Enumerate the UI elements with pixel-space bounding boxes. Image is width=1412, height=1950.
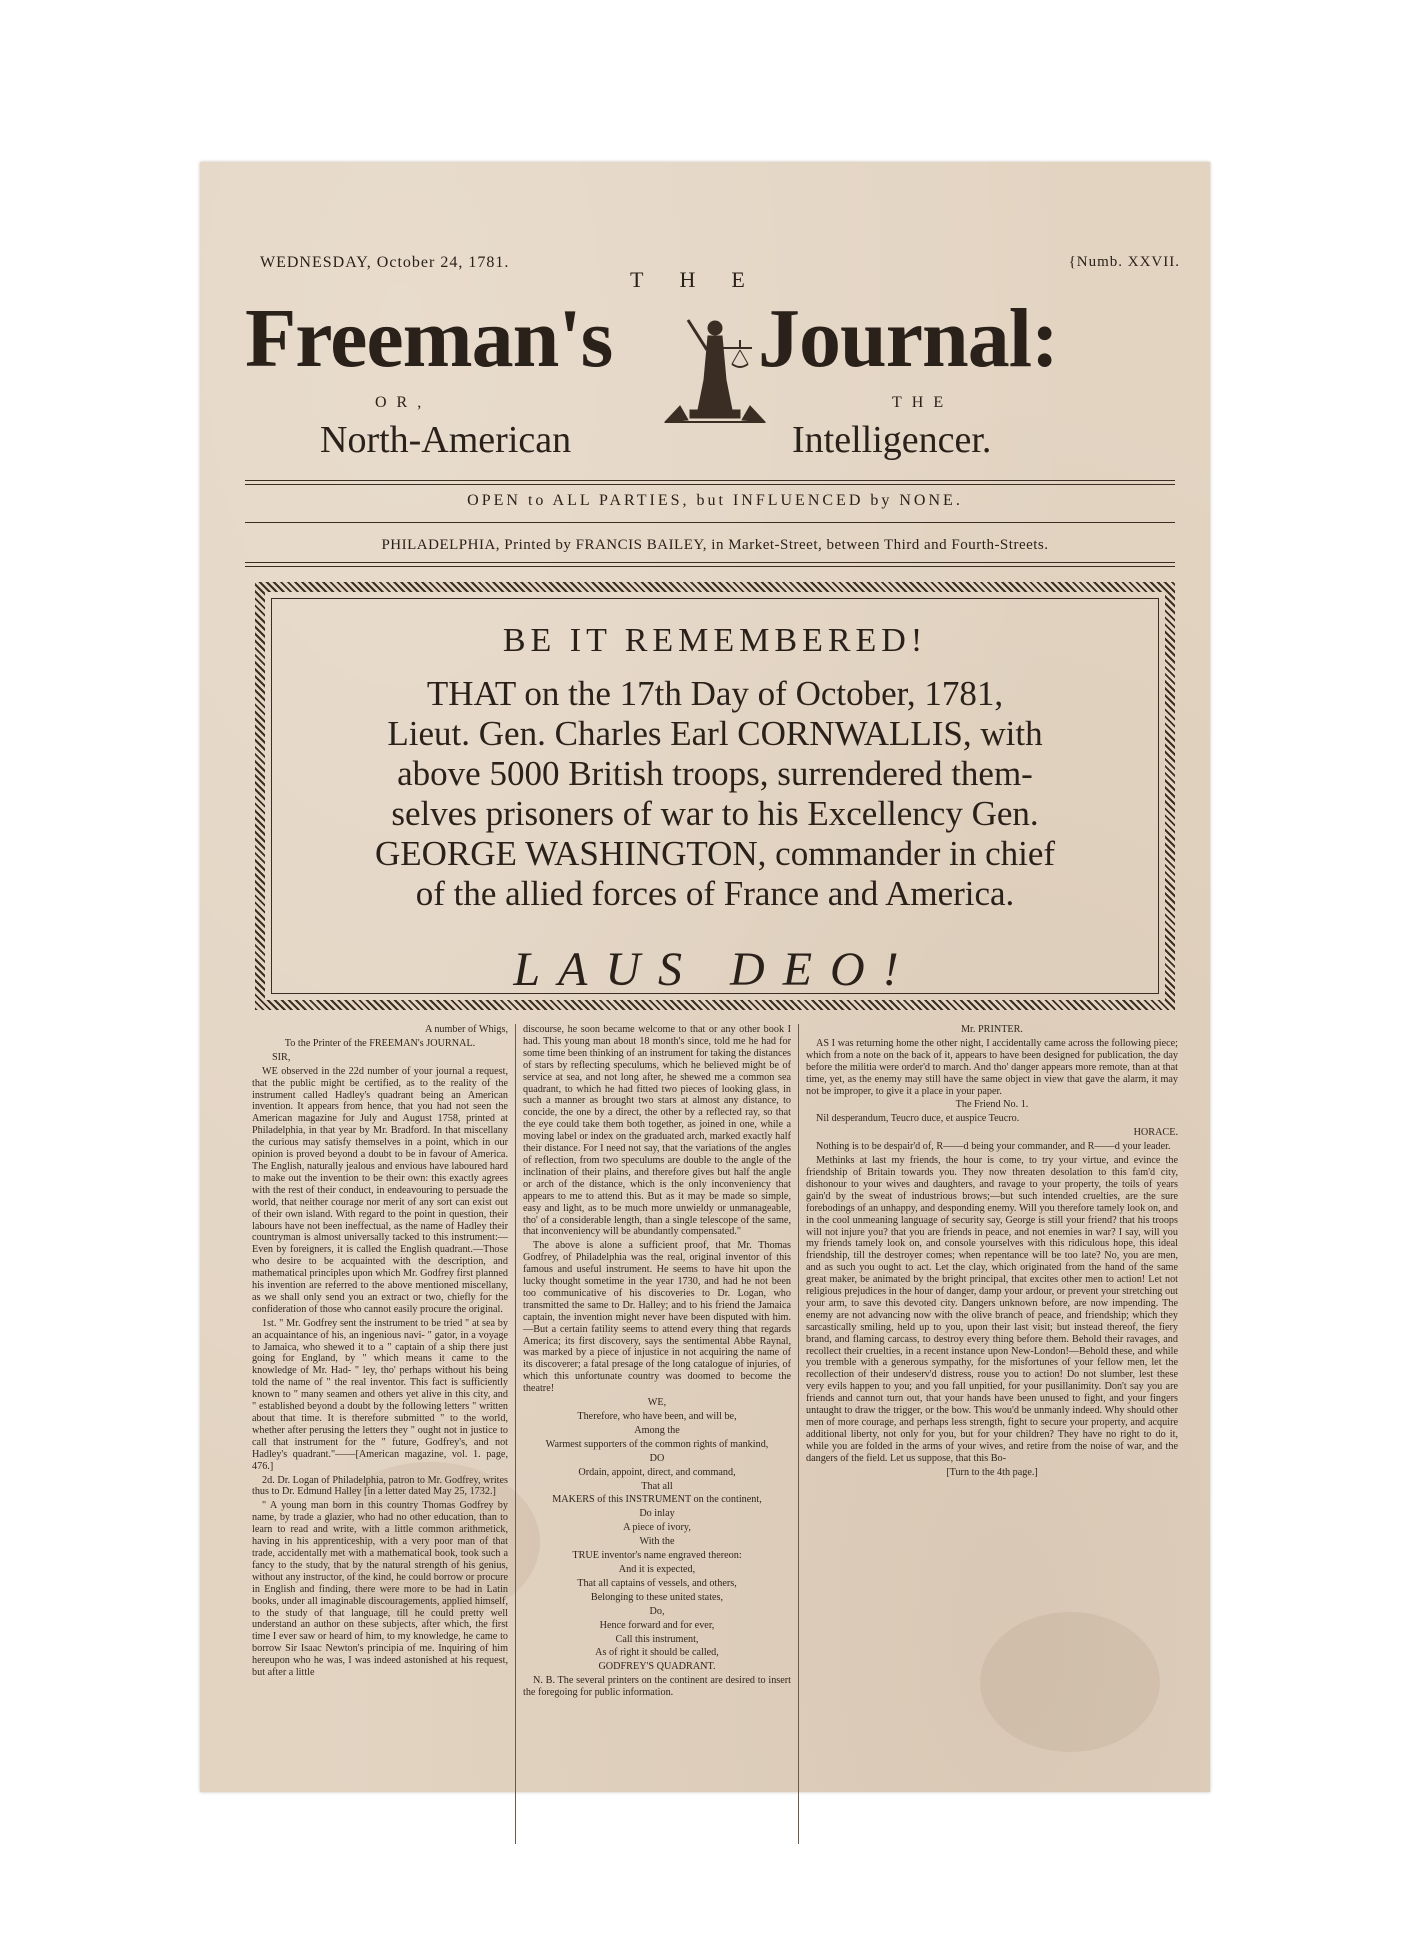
announcement-line: selves prisoners of war to his Excellency Gen. xyxy=(391,794,1039,833)
article-paragraph: WE observed in the 22d number of your journal a request, that the public might be certified, as to the reality of the instrument called Hadley's quadrant being an American invention. It appears from hence, that you had not seen the American magazine for July and August 1758, printed at Philadelphia, in that year by Mr. Bradford. In that miscellany the curious may satisfy themselves in a point, which in our opinion is proved beyond a doubt to be in favour of America. The English, naturally jealous and envious have laboured hard to make out the invention to be their own: this exactly agrees with the rest of their conduct, in endeavouring to persuade the world, that neither courage nor merit of any sort can exist out of their own island. With regard to the point in question, their labours have not been ineffectual, as the name of Hadley their countryman is almost universally tacked to this instrument:—Even by foreigners, it is called the English quadrant.—Those who desire to be acquainted with the description, and mathematical principles upon which Mr. Godfrey first planned his invention are referred to the above mentioned miscellany, as we shall only send you an extract or two, chiefly for the confideration of those who cannot easily procure the original. xyxy=(252,1065,508,1315)
column-2 xyxy=(523,1024,791,1844)
announcement-line: GEORGE WASHINGTON, commander in chief xyxy=(374,834,1056,873)
masthead-title-right: Journal: xyxy=(758,292,1059,385)
printer-line: PHILADELPHIA, Printed by FRANCIS BAILEY, in Market-Street, between Third and Fourth-Streets. xyxy=(381,537,1049,553)
announcement-line: THAT on the 17th Day of October, 1781, xyxy=(426,674,1004,713)
epigraph-attribution: HORACE. xyxy=(1133,1127,1178,1139)
resolution-line: Ordain, appoint, direct, and command, xyxy=(578,1466,736,1478)
resolution-line: DO xyxy=(649,1452,665,1464)
resolution-line: As of right it should be called, xyxy=(595,1647,719,1659)
letter-salutation: SIR, xyxy=(272,1051,291,1063)
announcement-line: Lieut. Gen. Charles Earl CORNWALLIS, with xyxy=(387,714,1043,753)
latin-epigraph: Nil desperandum, Teucro duce, et auspice Teucro. xyxy=(816,1113,1020,1125)
title-or: OR, xyxy=(375,394,432,411)
column-1 xyxy=(252,1024,508,1844)
resolution-line: That all captains of vessels, and others, xyxy=(577,1577,737,1589)
resolution-line: Call this instrument, xyxy=(615,1633,699,1645)
resolution-line: Hence forward and for ever, xyxy=(599,1619,715,1631)
announcement-line: above 5000 British troops, surrendered them- xyxy=(397,754,1033,793)
column-3 xyxy=(806,1024,1178,1844)
article-paragraph: The above is alone a sufficient proof, that Mr. Thomas Godfrey, of Philadelphia was the real, original inventor of this famous and useful instrument. He seems to have hit upon the lucky thought sometime in the year 1730, and had he not been too communicative of his discoveries to Dr. Logan, who transmitted the same to Dr. Halley; and to his friend the Jamaica captain, the invention might never have been disputed with him.—But a certain fatility seems to attend every thing that regards America; its first discovery, says the sentimental Abbe Raynal, was marked by a piece of injustice in not acquiring the name of its discoverer; a fatal presage of the long catalogue of injuries, of which this unfortunate country was doomed to become the theatre! xyxy=(523,1240,791,1395)
article-paragraph: 2d. Dr. Logan of Philadelphia, patron to Mr. Godfrey, writes thus to Dr. Edmund Halley [in a letter dated May 25, 1732.] xyxy=(252,1474,508,1498)
title-the: THE xyxy=(630,267,781,292)
resolution-line: Do, xyxy=(649,1605,665,1617)
resolution-line: GODFREY'S QUADRANT. xyxy=(598,1661,716,1673)
resolution-line: And it is expected, xyxy=(618,1563,696,1575)
motto: OPEN to ALL PARTIES, but INFLUENCED by NONE. xyxy=(467,492,963,509)
resolution-line: MAKERS of this INSTRUMENT on the continent, xyxy=(552,1494,762,1506)
resolution-line: A piece of ivory, xyxy=(623,1522,691,1534)
printer-rule xyxy=(245,566,1175,567)
letter-address: To the Printer of the FREEMAN's JOURNAL. xyxy=(284,1037,476,1049)
announcement-headline: BE IT REMEMBERED! xyxy=(502,622,928,659)
printer-rule xyxy=(245,562,1175,563)
newspaper-page xyxy=(200,162,1210,1792)
letter-byline: A number of Whigs, xyxy=(424,1024,508,1035)
resolution-line: WE, xyxy=(647,1397,667,1409)
masthead-rule xyxy=(245,484,1175,485)
resolution-line: Among the xyxy=(634,1424,680,1436)
resolution-block xyxy=(523,1397,791,1673)
column-divider xyxy=(798,1024,799,1844)
resolution-line: That all xyxy=(641,1480,673,1492)
epigraph-translation: Nothing is to be despair'd of, R——d being your commander, and R——d your leader. xyxy=(816,1141,1171,1153)
article-paragraph: AS I was returning home the other night, I accidentally came across the following piece; which from a note on the back of it, appears to have been designed for publication, the day before the militia were order'd to march. And tho' danger appears more remote, than at that time, yet, as the enemy may still have the same object in view that gave the alarm, it may not be improper, to give it a place in your paper. xyxy=(806,1037,1178,1097)
article-paragraph: Methinks at last my friends, the hour is come, to try your virtue, and evince the friendship of Britain towards you. They now threaten desolation to this fam'd city, dishonour to your wives and daughters, and ravage to your property, the toils of years gain'd by the sweat of industrious brows;—but such intended cruelties, are the sure forebodings of an unhappy, and desponding enemy. Will you therefore tamely look on, and in the cool unmeaning language of security say, George is still your friend? that his troops will not injure you? that you are friends in peace, and not enemies in war? I say, will you my friends tamely look on, and console yourselves with this ridiculous hope, this ideal friendship, till the destroyer comes; when repentance will be too late? No, you are men, and as such you ought to act. Let the clay, which originated from the hand of the same great maker, be animated by the bright principal, that excites other men to action! Let not religious prejudices in the hour of danger, damp your ardour, or prevent your stretching out your arm, to save this devoted city. Dangers unknown before, are now impending. The enemy are not advancing now with the olive branch of peace, and friendship; which they sarcastically smiling, held up to you, upon their last visit; but instead thereof, the fiery brand, and flaming carcass, to destroy every thing before them. Behold their ravages, and recollect their cruelties, in a recent instance upon New-London!—Behold these, and while you tremble with a generous sympathy, for the misfortunes of your fellow men, let the recollection of their undeserv'd distress, rouse you to action! Do not slumber, lest these very evils happen to you; and you fall unpitied, for your pusillanimity. Don't say you are friends and cannot turn out, that your hands have been unused to fight, and your fingers untaught to draw the trigger, or the bow. This wou'd be unmanly indeed. Why should other men of more courage, and perhaps less strength, fight to secure your property, and acquire additional liberty, not only for you, but for your children? They have no right to do it, while you are folded in the arms of your wives, and retire from the noise of war, and the dangers of the field. Let us suppose, that this Bo- xyxy=(806,1155,1178,1464)
article-paragraph: 1st. " Mr. Godfrey sent the instrument to be tried " at sea by an acquaintance of his, an ingenious navi- " gator, in a voyage to Jamaica, who shewed it to a " captain of a ship there just going for England, by " which means it came to the knowledge of Mr. Had- " ley, tho' perhaps without his being told the name of " the real inventor. This fact is sufficiently known to " many seamen and others yet alive in this city, and " established beyond a doubt by the following letters " written about that time. It is therefore submitted " to the world, whether after perusing the letters they " ought not in justice to call that instrument for the " future, Godfrey's, and not Hadley's quadrant."——[American magazine, vol. 1. page, 476.] xyxy=(252,1317,508,1472)
masthead-title-left: Freeman's xyxy=(245,292,613,385)
announcement-frame xyxy=(255,582,1175,1010)
resolution-line: TRUE inventor's name engraved thereon: xyxy=(572,1550,742,1562)
column-divider xyxy=(515,1024,516,1844)
article-paragraph: discourse, he soon became welcome to that or any other book I had. This young man about 18 month's since, told me he had for some time been thinking of an instrument for taking the distances of stars by reflecting speculums, which he believed might be of service at sea, and not long after, he shewed me a common sea quadrant, to which he had fitted two pieces of looking glass, in such a manner as brought two stars at almost any distance, to concide, the one by a direct, the other by a reflected ray, so that the eye could take them both together, as joined in one, while a moving label or index on the graduated arch, marked exactly half their distance. For I need not say, that the variations of the angles of reflection, from two speculums are double to the angle of the inclination of their plains, and therefore gives but half the angle or arch of the distance, which is the only inconveniency that appears to me to attend this. But as it may be made so simple, easy and light, as to be much more unwieldy or unmanageable, tho' of a considerable length, than a single telescope of the same, that inconveniency will be abundantly compensated." xyxy=(523,1024,791,1238)
resolution-line: Do inlay xyxy=(639,1508,675,1520)
subtitle-left: North-American xyxy=(320,419,572,461)
resolution-line: Therefore, who have been, and will be, xyxy=(577,1411,737,1422)
issue-date: WEDNESDAY, October 24, 1781. xyxy=(260,254,510,271)
resolution-line: Belonging to these united states, xyxy=(590,1591,724,1603)
justice-emblem-icon xyxy=(660,310,770,430)
turn-page-note: [Turn to the 4th page.] xyxy=(946,1466,1038,1478)
issue-number: {Numb. XXVII. xyxy=(1068,254,1180,270)
title-the-second: THE xyxy=(892,394,954,411)
article-paragraph: " A young man born in this country Thomas Godfrey by name, by trade a glazier, who had no other education, than to learn to read and write, with a little common arithmetick, having in his apprenticeship, with a very poor man of that trade, accidentally met with a mathematical book, took such a fancy to the study, that by the natural strength of his genius, without any instructor, of the kind, he could borrow or procure in English and finding, there were more to be had in Latin books, under all imaginable discouragements, applied himself, to the study of that language, till he could pretty well understand an author on these subjects, after which, the first time I ever saw or heard of him, to my knowledge, he came to borrow Sir Isaac Newton's principia of me. Inquiring of him hereupon who he was, I was indeed astonished at his request, but after a little xyxy=(252,1500,508,1679)
announcement-line: of the allied forces of France and America. xyxy=(415,874,1015,913)
letter-heading: Mr. PRINTER. xyxy=(961,1024,1023,1035)
motto-rule xyxy=(245,522,1175,523)
resolution-line: Warmest supporters of the common rights of mankind, xyxy=(545,1438,769,1450)
announcement-closing: LAUS DEO! xyxy=(513,943,917,996)
resolution-line: With the xyxy=(639,1536,675,1548)
subtitle-right: Intelligencer. xyxy=(792,419,992,461)
signoff: The Friend No. 1. xyxy=(955,1099,1029,1111)
nb-note: N. B. The several printers on the continent are desired to insert the foregoing for public information. xyxy=(523,1675,791,1699)
masthead-rule xyxy=(245,480,1175,481)
